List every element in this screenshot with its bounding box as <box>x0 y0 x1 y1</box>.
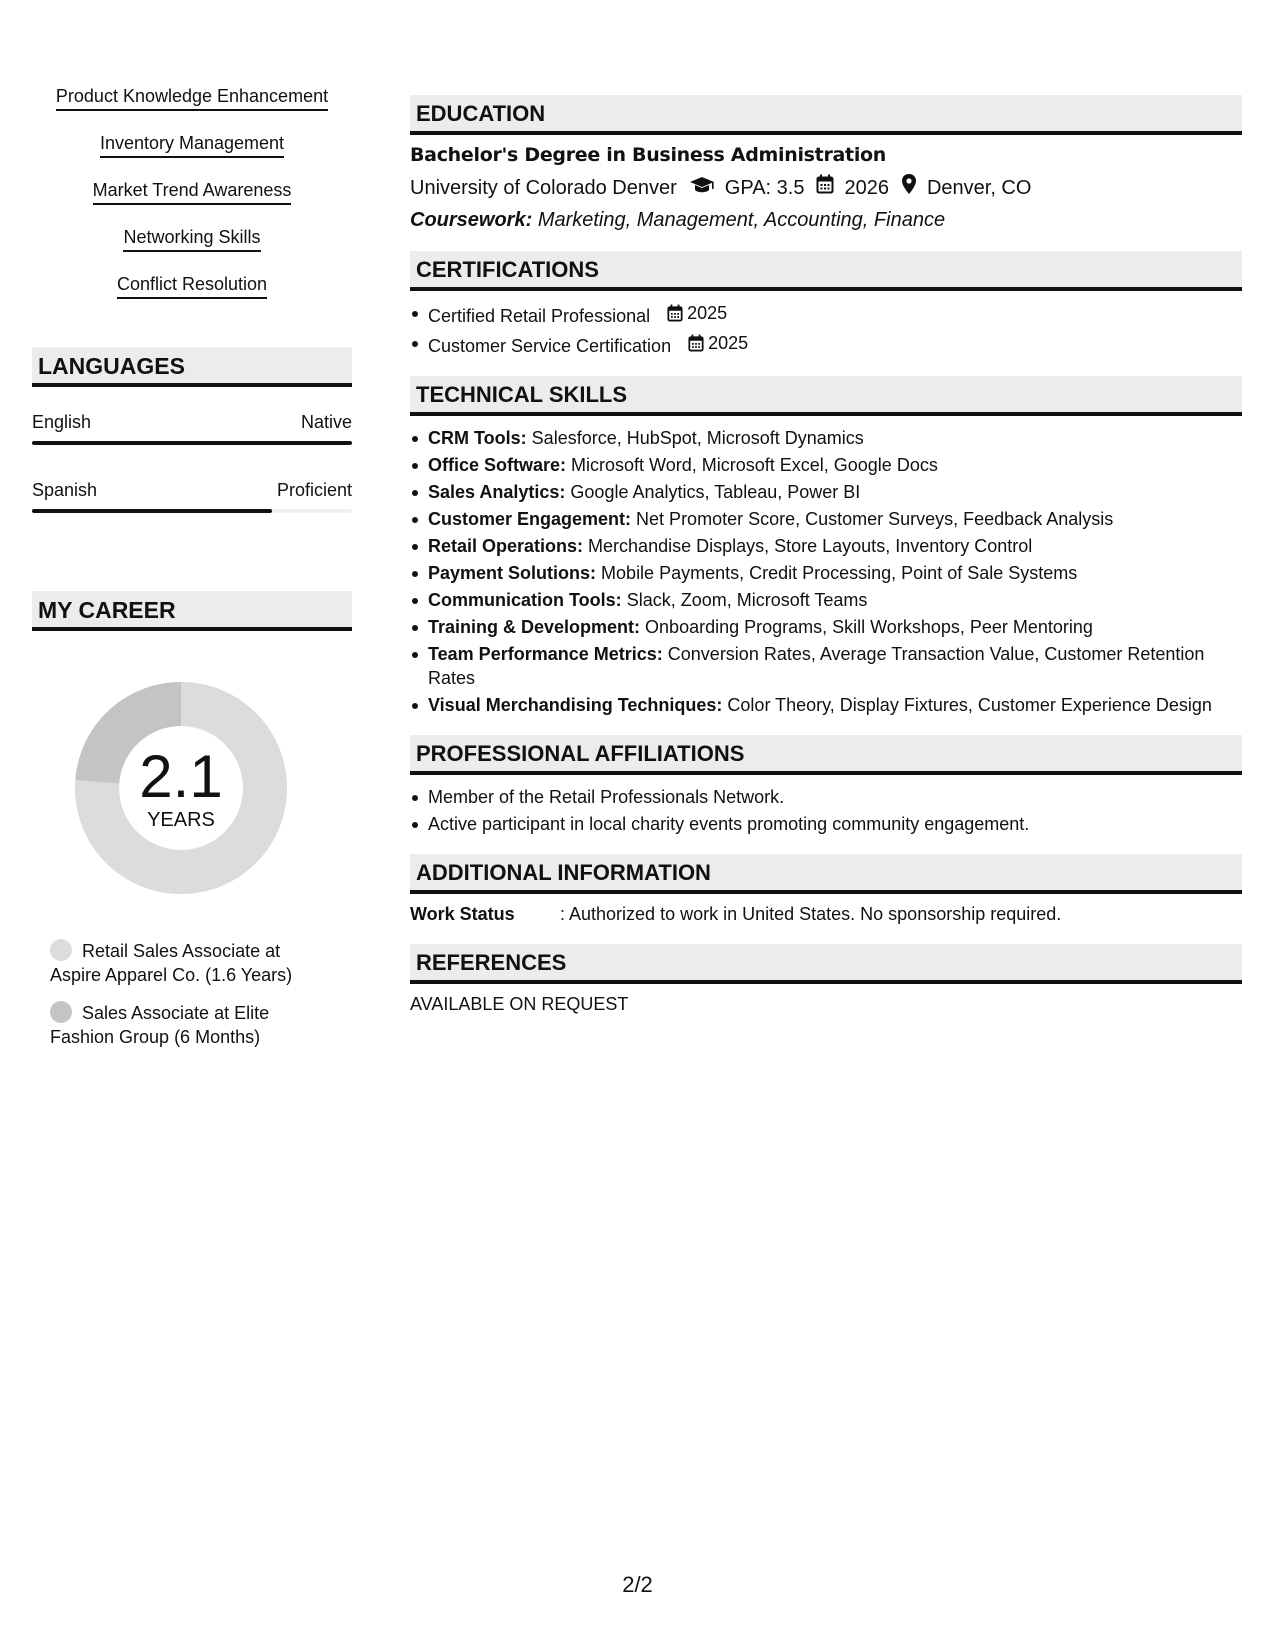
certification-name: Certified Retail Professional <box>428 306 651 326</box>
school-location: Denver, CO <box>926 176 1032 199</box>
certification-date <box>688 331 748 355</box>
coursework-list: Marketing, Management, Accounting, Finance <box>537 209 946 231</box>
tech-skill-label: Retail Operations: <box>428 536 584 556</box>
references-text: AVAILABLE ON REQUEST <box>410 994 629 1014</box>
tech-skill-label: Payment Solutions: <box>428 563 597 583</box>
career-total-years: 2.1 <box>139 743 223 810</box>
graduation-cap-icon <box>689 175 715 201</box>
language-name: English <box>32 412 92 432</box>
certification-item <box>410 331 1242 358</box>
right-column <box>410 95 1242 1034</box>
calendar-icon <box>816 174 834 201</box>
technical-skills-section <box>410 376 1242 717</box>
coursework <box>410 207 1242 233</box>
technical-skills-heading: TECHNICAL SKILLS <box>410 376 1242 416</box>
career-legend <box>50 939 320 1049</box>
career-job-label: Sales Associate at Elite Fashion Group (6 Months) <box>50 1003 270 1047</box>
tech-skill-label: Communication Tools: <box>428 590 622 610</box>
career-years-label: YEARS <box>147 809 215 831</box>
tech-skill-item <box>410 480 1242 504</box>
tech-skill-value: Onboarding Programs, Skill Workshops, Peer Mentoring <box>645 617 1093 637</box>
additional-info-section <box>410 854 1242 926</box>
tech-skill-label: Customer Engagement: <box>428 509 632 529</box>
coursework-label: Coursework: <box>410 209 533 231</box>
language-bar-fill <box>32 509 272 513</box>
skill-item: Networking Skills <box>123 223 260 252</box>
tech-skill-value: Conversion Rates, Average Transaction Value, Customer Retention Rates <box>428 644 1205 688</box>
tech-skill-value: Mobile Payments, Credit Processing, Point of Sale Systems <box>601 563 1078 583</box>
references-section <box>410 944 1242 1016</box>
tech-skill-label: Sales Analytics: <box>428 482 566 502</box>
tech-skill-item <box>410 642 1242 690</box>
additional-info-heading: ADDITIONAL INFORMATION <box>410 854 1242 894</box>
tech-skill-value: Microsoft Word, Microsoft Excel, Google Docs <box>571 455 938 475</box>
skill-item: Conflict Resolution <box>117 270 267 299</box>
degree-title: Bachelor's Degree in Business Administration <box>410 144 887 166</box>
career-heading: MY CAREER <box>32 591 352 631</box>
tech-skill-label: Office Software: <box>428 455 567 475</box>
tech-skill-label: CRM Tools: <box>428 428 527 448</box>
languages-heading: LANGUAGES <box>32 347 352 387</box>
skill-item: Inventory Management <box>100 129 284 158</box>
language-english <box>32 411 352 445</box>
tech-skill-value: Net Promoter Score, Customer Surveys, Feedback Analysis <box>636 509 1114 529</box>
certifications-section <box>410 251 1242 358</box>
tech-skill-item <box>410 453 1242 477</box>
language-name: Spanish <box>32 480 98 500</box>
work-status-row <box>410 902 1242 926</box>
tech-skill-item <box>410 615 1242 639</box>
affiliation-item: Member of the Retail Professionals Network. <box>410 785 1242 809</box>
language-level: Proficient <box>276 480 352 500</box>
education-section <box>410 95 1242 233</box>
certifications-heading: CERTIFICATIONS <box>410 251 1242 291</box>
affiliations-list <box>410 785 1242 836</box>
tech-skill-item <box>410 426 1242 450</box>
work-status-label: Work Status <box>410 904 515 924</box>
affiliations-section <box>410 735 1242 836</box>
tech-skill-value: Slack, Zoom, Microsoft Teams <box>626 590 868 610</box>
tech-skill-item <box>410 507 1242 531</box>
tech-skill-item <box>410 588 1242 612</box>
tech-skill-value: Color Theory, Display Fixtures, Customer Experience Design <box>727 695 1212 715</box>
career-legend-item <box>50 1001 320 1049</box>
skill-item: Market Trend Awareness <box>93 176 292 205</box>
references-heading: REFERENCES <box>410 944 1242 984</box>
language-spanish <box>32 479 352 513</box>
language-bar <box>32 441 352 445</box>
tech-skill-item <box>410 534 1242 558</box>
language-bar <box>32 509 352 513</box>
tech-skill-label: Training & Development: <box>428 617 641 637</box>
work-status-value: : Authorized to work in United States. No sponsorship required. <box>560 904 1062 924</box>
career-donut-chart <box>66 673 296 903</box>
calendar-icon <box>688 334 704 352</box>
calendar-icon <box>667 304 683 322</box>
tech-skill-item <box>410 561 1242 585</box>
education-details <box>410 173 1242 202</box>
certification-date <box>667 301 727 325</box>
tech-skill-label: Visual Merchandising Techniques: <box>428 695 723 715</box>
page-number: 2/2 <box>622 1572 653 1597</box>
certification-name: Customer Service Certification <box>428 336 672 356</box>
tech-skill-value: Merchandise Displays, Store Layouts, Inventory Control <box>588 536 1033 556</box>
tech-skill-value: Salesforce, HubSpot, Microsoft Dynamics <box>531 428 864 448</box>
technical-skills-list <box>410 426 1242 717</box>
language-bar-fill <box>32 441 352 445</box>
affiliation-item: Active participant in local charity events promoting community engagement. <box>410 812 1242 836</box>
school-name: University of Colorado Denver <box>410 176 677 199</box>
tech-skill-item <box>410 693 1242 717</box>
language-level: Native <box>300 412 352 432</box>
certification-year: 2025 <box>687 303 728 323</box>
skill-item: Product Knowledge Enhancement <box>56 82 328 111</box>
left-column <box>32 82 352 1063</box>
certification-item <box>410 301 1242 328</box>
gpa: GPA: 3.5 <box>724 176 805 199</box>
certification-year: 2025 <box>708 333 749 353</box>
certifications-list <box>410 301 1242 358</box>
affiliations-heading: PROFESSIONAL AFFILIATIONS <box>410 735 1242 775</box>
tech-skill-label: Team Performance Metrics: <box>428 644 663 664</box>
legend-dot <box>50 1001 72 1023</box>
tech-skill-value: Google Analytics, Tableau, Power BI <box>570 482 861 502</box>
legend-dot <box>50 939 72 961</box>
career-job-label: Retail Sales Associate at Aspire Apparel Co. (1.6 Years) <box>50 941 293 985</box>
graduation-year: 2026 <box>844 176 889 199</box>
education-heading: EDUCATION <box>410 95 1242 135</box>
career-legend-item <box>50 939 320 987</box>
location-pin-icon <box>901 173 917 202</box>
skills-list <box>32 82 352 317</box>
